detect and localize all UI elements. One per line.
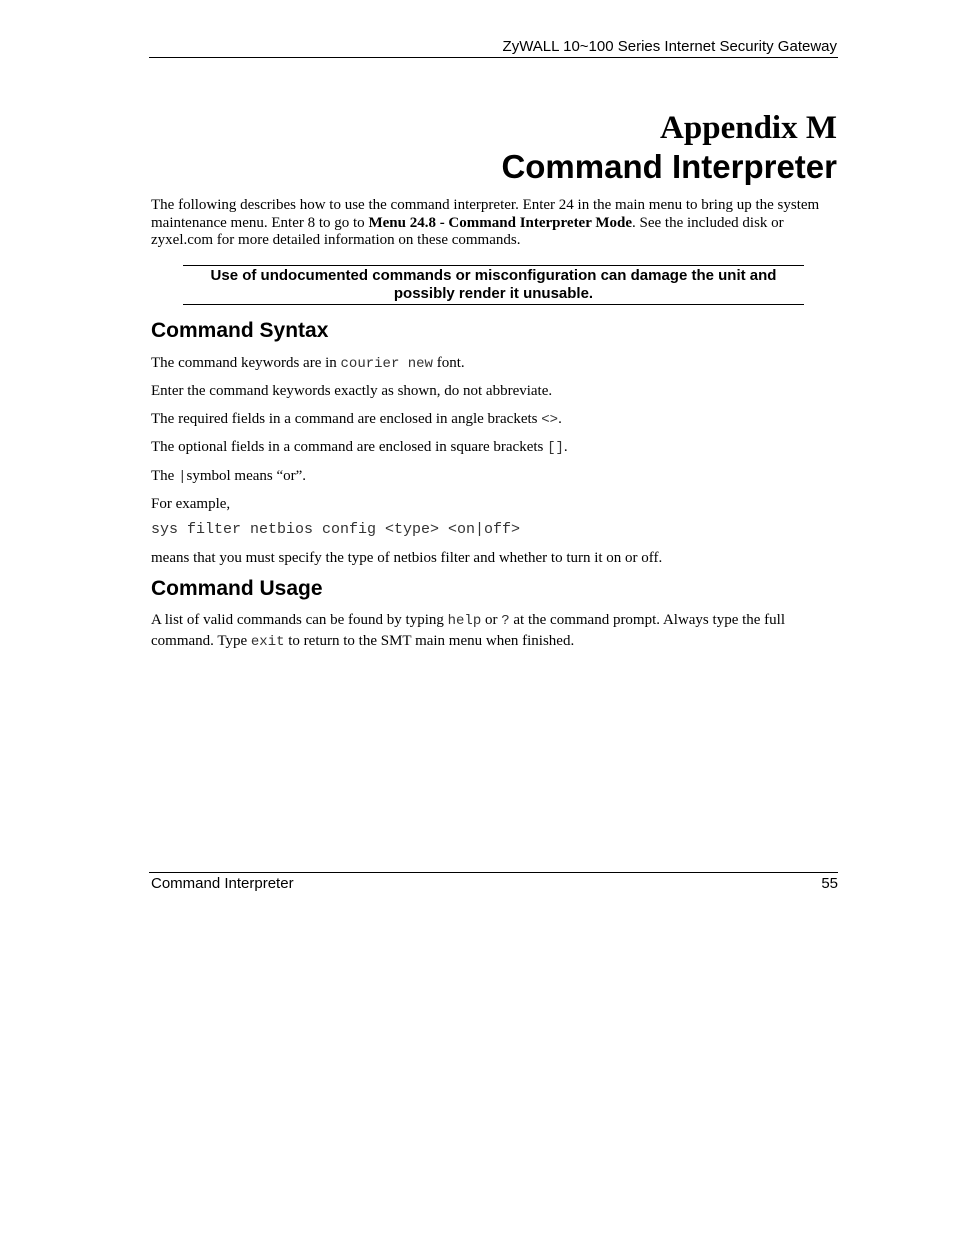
intro-menu-reference: Menu 24.8 - Command Interpreter Mode — [368, 214, 633, 231]
text: The command keywords are in — [151, 355, 341, 371]
intro-text-2: . See the included disk or zyxel.com for more detailed information on these commands. — [151, 214, 784, 248]
intro-paragraph — [151, 197, 831, 250]
code: courier new — [340, 356, 433, 372]
syntax-paragraph-7: means that you must specify the type of netbios filter and whether to turn it on or off. — [151, 550, 663, 566]
syntax-paragraph-2: Enter the command keywords exactly as shown, do not abbreviate. — [151, 383, 553, 399]
usage-paragraph — [151, 610, 831, 652]
text: A list of valid commands can be found by typing — [151, 612, 448, 628]
text: or — [481, 612, 502, 628]
page-title: Command Interpreter — [501, 148, 837, 185]
intro-text-1: The following describes how to use the command interpreter. Enter 24 in the main menu to bring up the system maintenance menu. Enter 8 to go to — [151, 197, 820, 231]
section-heading-syntax: Command Syntax — [151, 319, 329, 342]
text: symbol means “or”. — [186, 468, 307, 484]
syntax-paragraph-3 — [151, 409, 831, 430]
code: | — [178, 469, 187, 485]
code: [] — [547, 440, 564, 456]
syntax-paragraph-6: For example, — [151, 496, 231, 512]
appendix-label: Appendix M — [660, 110, 837, 146]
syntax-paragraph-4 — [151, 437, 831, 458]
header-rule — [149, 57, 838, 58]
code: ? — [501, 613, 510, 629]
syntax-paragraph-5 — [151, 466, 831, 487]
text: The required fields in a command are enclosed in angle brackets — [151, 411, 542, 427]
section-heading-usage: Command Usage — [151, 577, 323, 600]
warning-note: Use of undocumented commands or misconfiguration can damage the unit and possibly render it unusable. — [183, 265, 804, 305]
syntax-paragraph-1 — [151, 353, 831, 374]
text: at the command prompt. Always type the full command. Type — [151, 612, 786, 649]
text: to return to the SMT main menu when finished. — [284, 633, 575, 649]
code: help — [447, 613, 482, 629]
text: . — [563, 439, 568, 455]
running-footer: Command Interpreter — [151, 875, 294, 892]
code: exit — [250, 634, 285, 650]
command-example: sys filter netbios config <type> <on|off> — [151, 521, 521, 538]
text: font. — [432, 355, 465, 371]
text: The — [151, 468, 179, 484]
text: . — [558, 411, 562, 427]
text: The optional fields in a command are enclosed in square brackets — [151, 439, 548, 455]
code: <> — [541, 412, 559, 428]
page-number: 55 — [821, 875, 838, 892]
footer-rule — [149, 872, 838, 873]
running-header: ZyWALL 10~100 Series Internet Security Gateway — [502, 38, 837, 55]
